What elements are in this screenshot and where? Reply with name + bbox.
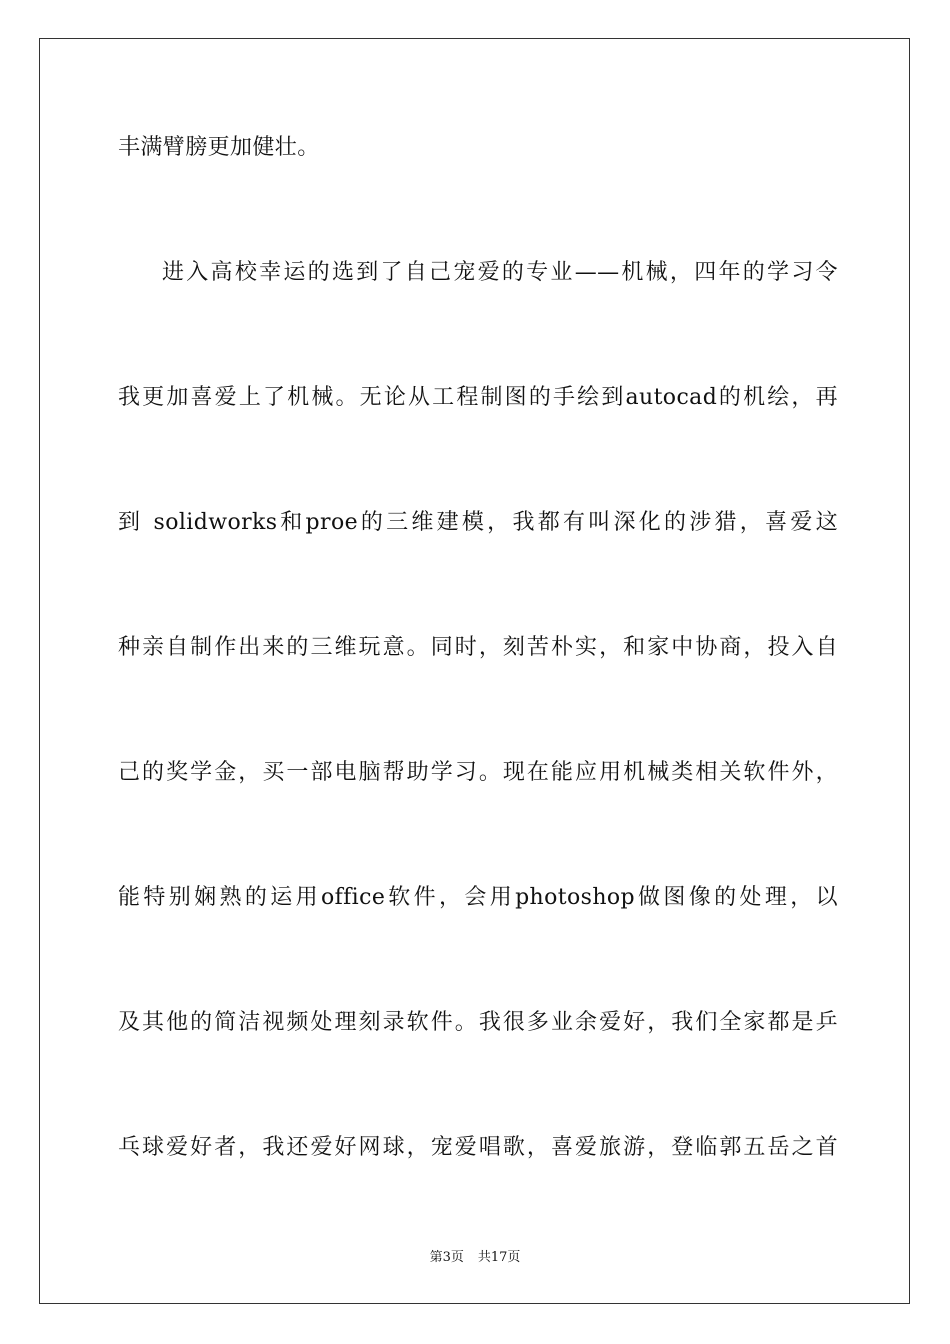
paragraph-line: 及其他的简洁视频处理刻录软件。我很多业余爱好，我们全家都是乒 bbox=[118, 1010, 838, 1035]
paragraph-line: 我更加喜爱上了机械。无论从工程制图的手绘到autocad的机绘，再 bbox=[118, 385, 838, 410]
page-border bbox=[39, 38, 910, 1304]
page-total: 共17页 bbox=[477, 1250, 521, 1265]
paragraph-line: 己的奖学金，买一部电脑帮助学习。现在能应用机械类相关软件外， bbox=[118, 760, 838, 785]
paragraph-line: 种亲自制作出来的三维玩意。同时，刻苦朴实，和家中协商，投入自 bbox=[118, 635, 838, 660]
paragraph-line: 乓球爱好者，我还爱好网球，宠爱唱歌，喜爱旅游，登临郭五岳之首 bbox=[118, 1135, 838, 1160]
paragraph-line: 到 solidworks和proe的三维建模，我都有叫深化的涉猎，喜爱这 bbox=[118, 510, 838, 535]
page-footer bbox=[0, 1246, 950, 1265]
paragraph-line: 进入高校幸运的选到了自己宠爱的专业——机械，四年的学习令 bbox=[162, 260, 838, 285]
page-number: 第3页 bbox=[429, 1250, 464, 1265]
paragraph-line: 能特别娴熟的运用office软件，会用photoshop做图像的处理，以 bbox=[118, 885, 838, 910]
paragraph-line: 丰满臂膀更加健壮。 bbox=[118, 135, 320, 160]
